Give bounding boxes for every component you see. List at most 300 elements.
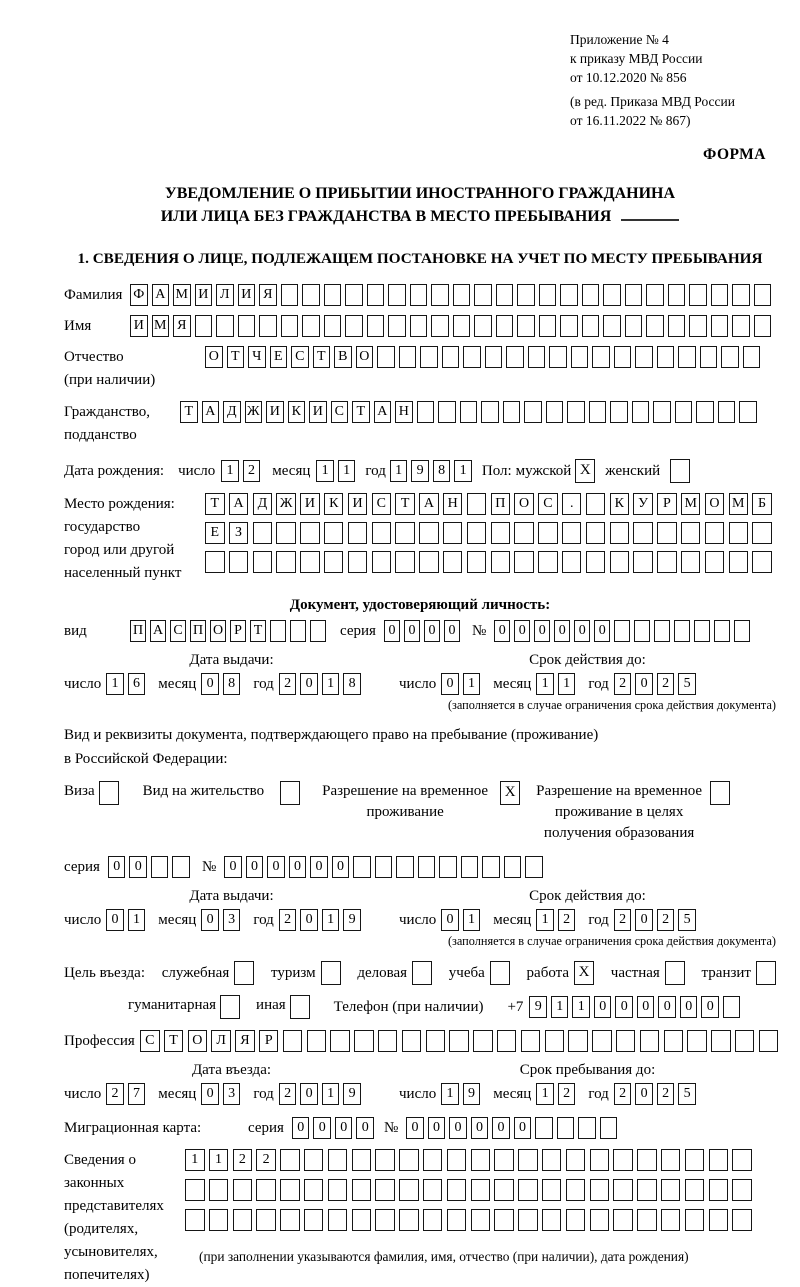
char-cell[interactable] (705, 522, 725, 544)
char-cell[interactable] (637, 1179, 657, 1201)
char-cell[interactable]: 0 (310, 856, 328, 878)
char-cell[interactable]: Т (180, 401, 198, 423)
char-cell[interactable] (718, 401, 736, 423)
char-cell[interactable]: 2 (558, 1083, 576, 1105)
char-cell[interactable] (603, 315, 621, 337)
char-cell[interactable] (709, 1179, 729, 1201)
char-cell[interactable] (353, 856, 371, 878)
char-cell[interactable] (443, 551, 463, 573)
char-cell[interactable]: 0 (313, 1117, 331, 1139)
char-cell[interactable]: 2 (614, 673, 632, 695)
char-cell[interactable] (653, 401, 671, 423)
char-cell[interactable]: С (331, 401, 349, 423)
char-cell[interactable]: 0 (201, 909, 219, 931)
char-cell[interactable]: 2 (243, 460, 261, 482)
char-cell[interactable] (506, 346, 524, 368)
char-cell[interactable]: 1 (322, 1083, 340, 1105)
char-cell[interactable]: Д (253, 493, 273, 515)
char-cell[interactable] (372, 522, 392, 544)
char-cell[interactable] (689, 284, 707, 306)
char-cell[interactable] (634, 620, 650, 642)
char-cell[interactable] (453, 284, 471, 306)
char-cell[interactable] (700, 346, 718, 368)
char-cell[interactable] (375, 1179, 395, 1201)
char-cell[interactable] (304, 1179, 324, 1201)
char-cell[interactable]: О (188, 1030, 208, 1052)
char-cell[interactable] (664, 1030, 684, 1052)
char-cell[interactable] (399, 346, 417, 368)
char-cell[interactable] (348, 551, 368, 573)
char-cell[interactable] (345, 284, 363, 306)
char-cell[interactable] (378, 1030, 398, 1052)
char-cell[interactable]: М (681, 493, 701, 515)
char-cell[interactable]: 0 (594, 996, 612, 1018)
char-cell[interactable] (304, 1209, 324, 1231)
char-cell[interactable] (310, 620, 326, 642)
char-cell[interactable]: 1 (390, 460, 408, 482)
char-cell[interactable]: 1 (221, 460, 239, 482)
char-cell[interactable] (375, 1209, 395, 1231)
char-cell[interactable]: 0 (514, 620, 530, 642)
char-cell[interactable]: Н (395, 401, 413, 423)
char-cell[interactable]: 2 (106, 1083, 124, 1105)
char-cell[interactable] (557, 1117, 575, 1139)
char-cell[interactable]: 1 (572, 996, 590, 1018)
char-cell[interactable] (283, 1030, 303, 1052)
char-cell[interactable]: 0 (492, 1117, 510, 1139)
char-cell[interactable] (614, 346, 632, 368)
char-cell[interactable]: 8 (343, 673, 361, 695)
char-cell[interactable] (474, 284, 492, 306)
char-cell[interactable] (420, 346, 438, 368)
char-cell[interactable] (490, 961, 510, 985)
char-cell[interactable] (687, 1030, 707, 1052)
char-cell[interactable]: Я (259, 284, 277, 306)
char-cell[interactable] (613, 1209, 633, 1231)
char-cell[interactable]: 0 (441, 909, 459, 931)
char-cell[interactable] (438, 401, 456, 423)
char-cell[interactable]: 0 (356, 1117, 374, 1139)
char-cell[interactable] (209, 1209, 229, 1231)
char-cell[interactable]: 0 (300, 909, 318, 931)
char-cell[interactable] (600, 1117, 618, 1139)
char-cell[interactable] (324, 315, 342, 337)
char-cell[interactable] (754, 315, 772, 337)
char-cell[interactable]: М (173, 284, 191, 306)
char-cell[interactable] (467, 551, 487, 573)
char-cell[interactable] (732, 1179, 752, 1201)
char-cell[interactable]: 0 (428, 1117, 446, 1139)
char-cell[interactable] (195, 315, 213, 337)
char-cell[interactable]: 1 (441, 1083, 459, 1105)
char-cell[interactable] (256, 1179, 276, 1201)
char-cell[interactable]: И (348, 493, 368, 515)
char-cell[interactable]: 1 (322, 909, 340, 931)
char-cell[interactable] (616, 1030, 636, 1052)
char-cell[interactable] (729, 522, 749, 544)
char-cell[interactable] (449, 1030, 469, 1052)
char-cell[interactable]: К (610, 493, 630, 515)
char-cell[interactable]: 5 (678, 1083, 696, 1105)
char-cell[interactable] (259, 315, 277, 337)
char-cell[interactable]: 1 (536, 673, 554, 695)
char-cell[interactable]: Ж (276, 493, 296, 515)
char-cell[interactable] (496, 284, 514, 306)
char-cell[interactable] (280, 781, 300, 805)
char-cell[interactable]: 0 (514, 1117, 532, 1139)
char-cell[interactable]: Т (205, 493, 225, 515)
char-cell[interactable] (625, 284, 643, 306)
char-cell[interactable]: 0 (635, 1083, 653, 1105)
char-cell[interactable] (496, 315, 514, 337)
char-cell[interactable] (562, 551, 582, 573)
char-cell[interactable] (657, 551, 677, 573)
char-cell[interactable] (752, 551, 772, 573)
char-cell[interactable]: 0 (658, 996, 676, 1018)
char-cell[interactable] (229, 551, 249, 573)
char-cell[interactable] (471, 1179, 491, 1201)
char-cell[interactable] (732, 1209, 752, 1231)
char-cell[interactable]: Р (230, 620, 246, 642)
char-cell[interactable] (447, 1149, 467, 1171)
char-cell[interactable]: К (288, 401, 306, 423)
char-cell[interactable]: 0 (701, 996, 719, 1018)
char-cell[interactable] (723, 996, 741, 1018)
char-cell[interactable] (395, 551, 415, 573)
char-cell[interactable]: 2 (233, 1149, 253, 1171)
char-cell[interactable]: У (633, 493, 653, 515)
char-cell[interactable] (324, 284, 342, 306)
char-cell[interactable]: 2 (657, 673, 675, 695)
char-cell[interactable] (281, 284, 299, 306)
char-cell[interactable]: И (130, 315, 148, 337)
char-cell[interactable] (151, 856, 169, 878)
char-cell[interactable]: 0 (406, 1117, 424, 1139)
char-cell[interactable]: 0 (554, 620, 570, 642)
char-cell[interactable] (467, 522, 487, 544)
char-cell[interactable] (681, 551, 701, 573)
char-cell[interactable]: Т (352, 401, 370, 423)
char-cell[interactable] (714, 620, 730, 642)
char-cell[interactable] (417, 401, 435, 423)
char-cell[interactable]: Ч (248, 346, 266, 368)
char-cell[interactable] (399, 1209, 419, 1231)
char-cell[interactable] (711, 1030, 731, 1052)
char-cell[interactable] (442, 346, 460, 368)
char-cell[interactable]: 1 (551, 996, 569, 1018)
char-cell[interactable]: С (538, 493, 558, 515)
char-cell[interactable] (439, 856, 457, 878)
char-cell[interactable] (578, 1117, 596, 1139)
char-cell[interactable]: Е (270, 346, 288, 368)
char-cell[interactable] (657, 346, 675, 368)
char-cell[interactable] (280, 1149, 300, 1171)
char-cell[interactable] (375, 856, 393, 878)
char-cell[interactable] (633, 522, 653, 544)
char-cell[interactable] (729, 551, 749, 573)
char-cell[interactable] (418, 856, 436, 878)
char-cell[interactable]: 1 (338, 460, 356, 482)
char-cell[interactable]: Т (250, 620, 266, 642)
char-cell[interactable] (610, 522, 630, 544)
char-cell[interactable]: Б (752, 493, 772, 515)
char-cell[interactable]: А (419, 493, 439, 515)
char-cell[interactable] (377, 346, 395, 368)
char-cell[interactable] (467, 493, 487, 515)
char-cell[interactable]: 1 (185, 1149, 205, 1171)
char-cell[interactable]: 0 (201, 673, 219, 695)
char-cell[interactable]: 1 (536, 1083, 554, 1105)
char-cell[interactable] (592, 1030, 612, 1052)
char-cell[interactable]: 1 (558, 673, 576, 695)
char-cell[interactable]: 0 (246, 856, 264, 878)
char-cell[interactable] (328, 1179, 348, 1201)
char-cell[interactable]: 0 (224, 856, 242, 878)
char-cell[interactable] (711, 315, 729, 337)
char-cell[interactable] (300, 522, 320, 544)
char-cell[interactable] (539, 284, 557, 306)
char-cell[interactable] (640, 1030, 660, 1052)
char-cell[interactable] (431, 284, 449, 306)
char-cell[interactable]: 2 (614, 1083, 632, 1105)
char-cell[interactable]: 1 (454, 460, 472, 482)
char-cell[interactable] (503, 401, 521, 423)
char-cell[interactable]: Ф (130, 284, 148, 306)
char-cell[interactable] (367, 284, 385, 306)
char-cell[interactable] (582, 315, 600, 337)
char-cell[interactable] (276, 551, 296, 573)
char-cell[interactable] (281, 315, 299, 337)
char-cell[interactable] (734, 620, 750, 642)
char-cell[interactable] (661, 1209, 681, 1231)
char-cell[interactable]: 0 (424, 620, 440, 642)
char-cell[interactable] (172, 856, 190, 878)
char-cell[interactable]: 0 (680, 996, 698, 1018)
char-cell[interactable] (590, 1209, 610, 1231)
char-cell[interactable]: З (229, 522, 249, 544)
char-cell[interactable]: 0 (444, 620, 460, 642)
char-cell[interactable] (759, 1030, 779, 1052)
char-cell[interactable]: 1 (463, 909, 481, 931)
char-cell[interactable]: 0 (635, 673, 653, 695)
char-cell[interactable]: С (170, 620, 186, 642)
char-cell[interactable]: К (324, 493, 344, 515)
char-cell[interactable] (521, 1030, 541, 1052)
char-cell[interactable] (743, 346, 761, 368)
char-cell[interactable] (721, 346, 739, 368)
char-cell[interactable] (372, 551, 392, 573)
char-cell[interactable] (542, 1149, 562, 1171)
char-cell[interactable]: Т (395, 493, 415, 515)
char-cell[interactable] (562, 522, 582, 544)
char-cell[interactable]: 1 (463, 673, 481, 695)
char-cell[interactable] (276, 522, 296, 544)
char-cell[interactable]: С (372, 493, 392, 515)
char-cell[interactable] (670, 459, 690, 483)
char-cell[interactable] (388, 315, 406, 337)
char-cell[interactable] (668, 315, 686, 337)
char-cell[interactable]: 5 (678, 673, 696, 695)
char-cell[interactable] (482, 856, 500, 878)
char-cell[interactable] (473, 1030, 493, 1052)
char-cell[interactable] (99, 781, 119, 805)
char-cell[interactable] (709, 1149, 729, 1171)
char-cell[interactable] (233, 1209, 253, 1231)
char-cell[interactable] (330, 1030, 350, 1052)
char-cell[interactable] (545, 1030, 565, 1052)
char-cell[interactable]: 2 (256, 1149, 276, 1171)
char-cell[interactable]: А (202, 401, 220, 423)
char-cell[interactable]: 1 (316, 460, 334, 482)
char-cell[interactable] (253, 551, 273, 573)
char-cell[interactable] (705, 551, 725, 573)
char-cell[interactable] (546, 401, 564, 423)
char-cell[interactable]: 0 (332, 856, 350, 878)
char-cell[interactable] (367, 315, 385, 337)
char-cell[interactable] (586, 493, 606, 515)
char-cell[interactable]: П (130, 620, 146, 642)
char-cell[interactable] (431, 315, 449, 337)
char-cell[interactable] (538, 522, 558, 544)
char-cell[interactable]: 2 (614, 909, 632, 931)
char-cell[interactable] (423, 1179, 443, 1201)
char-cell[interactable] (302, 284, 320, 306)
char-cell[interactable]: 9 (529, 996, 547, 1018)
char-cell[interactable] (571, 346, 589, 368)
char-cell[interactable]: О (356, 346, 374, 368)
char-cell[interactable]: 0 (292, 1117, 310, 1139)
char-cell[interactable]: Т (227, 346, 245, 368)
char-cell[interactable] (735, 1030, 755, 1052)
char-cell[interactable] (542, 1209, 562, 1231)
char-cell[interactable]: М (729, 493, 749, 515)
char-cell[interactable] (270, 620, 286, 642)
char-cell[interactable]: О (705, 493, 725, 515)
char-cell[interactable]: 9 (463, 1083, 481, 1105)
char-cell[interactable] (568, 1030, 588, 1052)
char-cell[interactable] (689, 315, 707, 337)
char-cell[interactable]: 0 (300, 1083, 318, 1105)
char-cell[interactable] (535, 1117, 553, 1139)
char-cell[interactable] (419, 522, 439, 544)
char-cell[interactable] (471, 1209, 491, 1231)
char-cell[interactable] (461, 856, 479, 878)
char-cell[interactable] (426, 1030, 446, 1052)
char-cell[interactable] (494, 1149, 514, 1171)
char-cell[interactable] (582, 284, 600, 306)
char-cell[interactable]: 3 (223, 909, 241, 931)
char-cell[interactable]: О (205, 346, 223, 368)
char-cell[interactable] (494, 1179, 514, 1201)
char-cell[interactable] (474, 315, 492, 337)
char-cell[interactable] (625, 315, 643, 337)
char-cell[interactable] (613, 1149, 633, 1171)
char-cell[interactable] (678, 346, 696, 368)
char-cell[interactable] (185, 1209, 205, 1231)
char-cell[interactable] (696, 401, 714, 423)
char-cell[interactable] (494, 1209, 514, 1231)
char-cell[interactable] (354, 1030, 374, 1052)
char-cell[interactable]: 0 (267, 856, 285, 878)
char-cell[interactable] (613, 1179, 633, 1201)
char-cell[interactable] (566, 1179, 586, 1201)
char-cell[interactable]: 0 (637, 996, 655, 1018)
char-cell[interactable] (290, 620, 306, 642)
char-cell[interactable]: И (266, 401, 284, 423)
char-cell[interactable] (538, 551, 558, 573)
char-cell[interactable]: Т (313, 346, 331, 368)
char-cell[interactable] (220, 995, 240, 1019)
char-cell[interactable]: Я (235, 1030, 255, 1052)
char-cell[interactable] (352, 1149, 372, 1171)
char-cell[interactable]: 2 (279, 673, 297, 695)
char-cell[interactable] (732, 284, 750, 306)
char-cell[interactable]: 0 (384, 620, 400, 642)
char-cell[interactable]: С (140, 1030, 160, 1052)
char-cell[interactable] (610, 551, 630, 573)
char-cell[interactable]: Л (216, 284, 234, 306)
char-cell[interactable]: 0 (335, 1117, 353, 1139)
char-cell[interactable] (345, 315, 363, 337)
char-cell[interactable] (710, 781, 730, 805)
char-cell[interactable] (739, 401, 757, 423)
char-cell[interactable] (352, 1179, 372, 1201)
char-cell[interactable]: 0 (404, 620, 420, 642)
char-cell[interactable]: Л (211, 1030, 231, 1052)
char-cell[interactable] (590, 1179, 610, 1201)
char-cell[interactable] (348, 522, 368, 544)
char-cell[interactable] (410, 315, 428, 337)
char-cell[interactable]: А (152, 284, 170, 306)
char-cell[interactable] (352, 1209, 372, 1231)
char-cell[interactable] (514, 522, 534, 544)
char-cell[interactable] (711, 284, 729, 306)
char-cell[interactable]: 3 (223, 1083, 241, 1105)
char-cell[interactable] (328, 1149, 348, 1171)
char-cell[interactable] (447, 1209, 467, 1231)
char-cell[interactable]: Ж (245, 401, 263, 423)
char-cell[interactable]: 0 (201, 1083, 219, 1105)
char-cell[interactable]: 0 (108, 856, 126, 878)
char-cell[interactable]: Т (164, 1030, 184, 1052)
char-cell[interactable] (304, 1149, 324, 1171)
char-cell[interactable] (560, 284, 578, 306)
char-cell[interactable] (661, 1179, 681, 1201)
char-cell[interactable]: 0 (615, 996, 633, 1018)
char-cell[interactable] (412, 961, 432, 985)
char-cell[interactable] (661, 1149, 681, 1171)
char-cell[interactable]: 0 (471, 1117, 489, 1139)
char-cell[interactable] (694, 620, 710, 642)
char-cell[interactable] (681, 522, 701, 544)
char-cell[interactable] (586, 522, 606, 544)
char-cell[interactable] (589, 401, 607, 423)
char-cell[interactable] (410, 284, 428, 306)
char-cell[interactable] (610, 401, 628, 423)
char-cell[interactable] (447, 1179, 467, 1201)
char-cell[interactable] (321, 961, 341, 985)
char-cell[interactable] (471, 1149, 491, 1171)
char-cell[interactable] (497, 1030, 517, 1052)
char-cell[interactable]: 0 (300, 673, 318, 695)
char-cell[interactable]: И (195, 284, 213, 306)
char-cell[interactable]: П (491, 493, 511, 515)
char-cell[interactable] (668, 284, 686, 306)
char-cell[interactable] (375, 1149, 395, 1171)
char-cell[interactable]: 0 (534, 620, 550, 642)
char-cell[interactable]: 1 (322, 673, 340, 695)
char-cell[interactable] (732, 1149, 752, 1171)
